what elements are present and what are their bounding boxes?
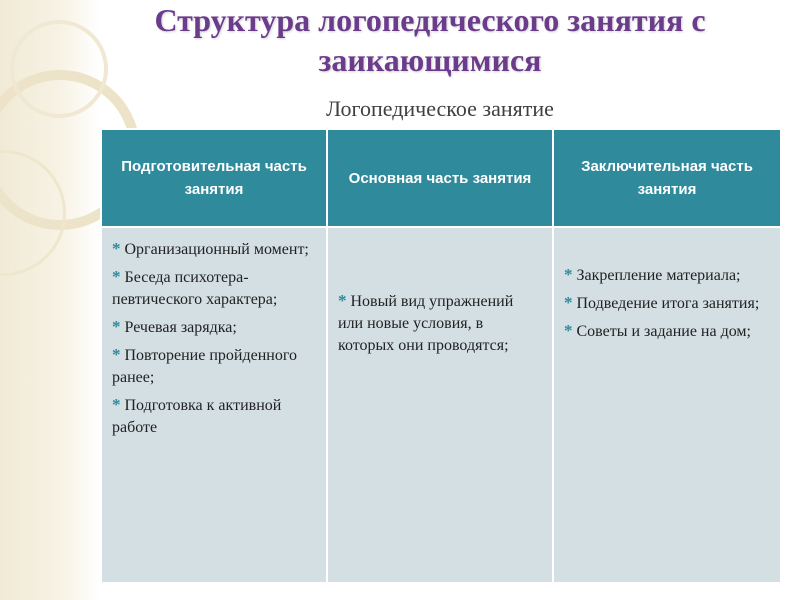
asterisk-bullet-icon: * <box>112 239 121 258</box>
header-final-part: Заключительная часть занятия <box>553 129 781 227</box>
list-item-text: Подготовка к активной работе <box>112 397 282 436</box>
asterisk-bullet-icon: * <box>564 265 573 284</box>
list-item <box>112 394 316 439</box>
header-main-part: Основная часть занятия <box>327 129 553 227</box>
slide-title: Структура логопедического занятия с заикающимися <box>154 2 706 78</box>
list-item-text: Организационный момент; <box>124 241 309 258</box>
header-preparatory-part: Подготовительная часть занятия <box>101 129 327 227</box>
asterisk-bullet-icon: * <box>112 345 121 364</box>
decorative-side-band <box>0 0 100 600</box>
final-part-cell <box>553 227 781 583</box>
lesson-structure-table <box>100 128 782 584</box>
list-item <box>112 266 316 311</box>
list-item <box>564 264 770 287</box>
list-item <box>564 320 770 343</box>
main-part-cell <box>327 227 553 583</box>
table-header-row <box>101 129 781 227</box>
list-item-text: Советы и задание на дом; <box>576 323 751 340</box>
asterisk-bullet-icon: * <box>112 395 121 414</box>
list-item-text: Повторение пройденного ранее; <box>112 347 297 386</box>
list-item-text: Речевая зарядка; <box>124 319 237 336</box>
asterisk-bullet-icon: * <box>338 291 347 310</box>
list-item <box>112 316 316 339</box>
table-row <box>101 227 781 583</box>
slide-subtitle: Логопедическое занятие <box>326 96 554 121</box>
list-item-text: Подведение итога занятия; <box>576 295 760 312</box>
preparatory-part-cell <box>101 227 327 583</box>
list-item <box>112 344 316 389</box>
list-item <box>564 292 770 315</box>
asterisk-bullet-icon: * <box>564 293 573 312</box>
asterisk-bullet-icon: * <box>112 317 121 336</box>
list-item-text: Беседа психотера-певтического характера; <box>112 269 278 308</box>
list-item <box>338 290 542 357</box>
list-item-text: Закрепление материала; <box>576 267 741 284</box>
list-item <box>112 238 316 261</box>
list-item-text: Новый вид упражнений или новые условия, в которых они проводятся; <box>338 293 514 354</box>
asterisk-bullet-icon: * <box>112 267 121 286</box>
asterisk-bullet-icon: * <box>564 321 573 340</box>
